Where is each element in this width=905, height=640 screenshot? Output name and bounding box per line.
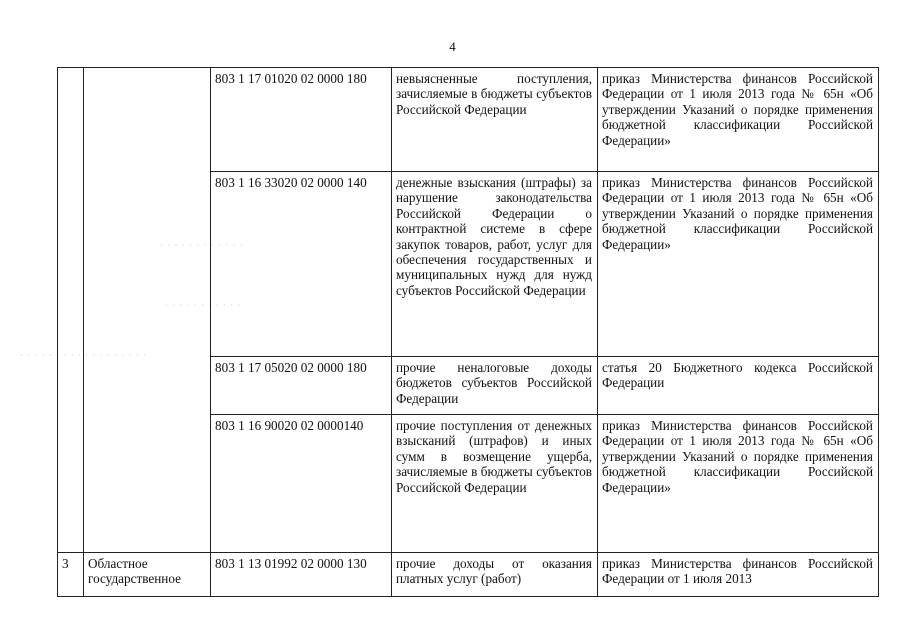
legal-basis-cell: приказ Министерства финансов Российской Федерации от 1 июля 2013 года № 65н «Об утверждении Указаний о порядке применения бюджетной классификации Российской Федерации» [598, 415, 879, 553]
income-description-cell: денежные взыскания (штрафы) за нарушение законодательства Российской Федерации о контрактной системе в сфере закупок товаров, работ, услуг для обеспечения государственных и муниципальных нужд для нужд субъектов Российской Федерации [392, 172, 598, 357]
income-description-cell: прочие поступления от денежных взысканий (штрафов) и иных сумм в возмещение ущерба, зачисляемые в бюджеты субъектов Российской Федерации [392, 415, 598, 553]
scan-noise: · · · · · · · · · · · · · · · · · · [20, 350, 148, 360]
page-number: 4 [449, 39, 456, 54]
income-description-cell: прочие доходы от оказания платных услуг (работ) [392, 553, 598, 597]
organization-name-cell: Областное государственное [84, 553, 211, 597]
table-row [58, 553, 879, 597]
legal-basis-cell: приказ Министерства финансов Российской Федерации от 1 июля 2013 [598, 553, 879, 597]
kbk-code-cell: 803 1 16 33020 02 0000 140 [211, 172, 392, 357]
row-number-cell: 3 [58, 553, 84, 597]
legal-basis-cell: приказ Министерства финансов Российской Федерации от 1 июля 2013 года № 65н «Об утверждении Указаний о порядке применения бюджетной классификации Российской Федерации» [598, 68, 879, 172]
row-number-cell [58, 68, 84, 553]
income-description-cell: невыясненные поступления, зачисляемые в бюджеты субъектов Российской Федерации [392, 68, 598, 172]
kbk-code-cell: 803 1 13 01992 02 0000 130 [211, 553, 392, 597]
legal-basis-cell: приказ Министерства финансов Российской Федерации от 1 июля 2013 года № 65н «Об утверждении Указаний о порядке применения бюджетной классификации Российской Федерации» [598, 172, 879, 357]
scan-noise: · · · · · · · · · · · · [160, 240, 244, 250]
table-row [58, 68, 879, 172]
income-description-cell: прочие неналоговые доходы бюджетов субъектов Российской Федерации [392, 357, 598, 415]
kbk-code-cell: 803 1 17 01020 02 0000 180 [211, 68, 392, 172]
legal-basis-cell: статья 20 Бюджетного кодекса Российской Федерации [598, 357, 879, 415]
budget-classification-table [57, 67, 879, 597]
kbk-code-cell: 803 1 17 05020 02 0000 180 [211, 357, 392, 415]
scan-noise: · · · · · · · · · · · [165, 300, 242, 310]
kbk-code-cell: 803 1 16 90020 02 0000140 [211, 415, 392, 553]
organization-name-cell [84, 68, 211, 553]
